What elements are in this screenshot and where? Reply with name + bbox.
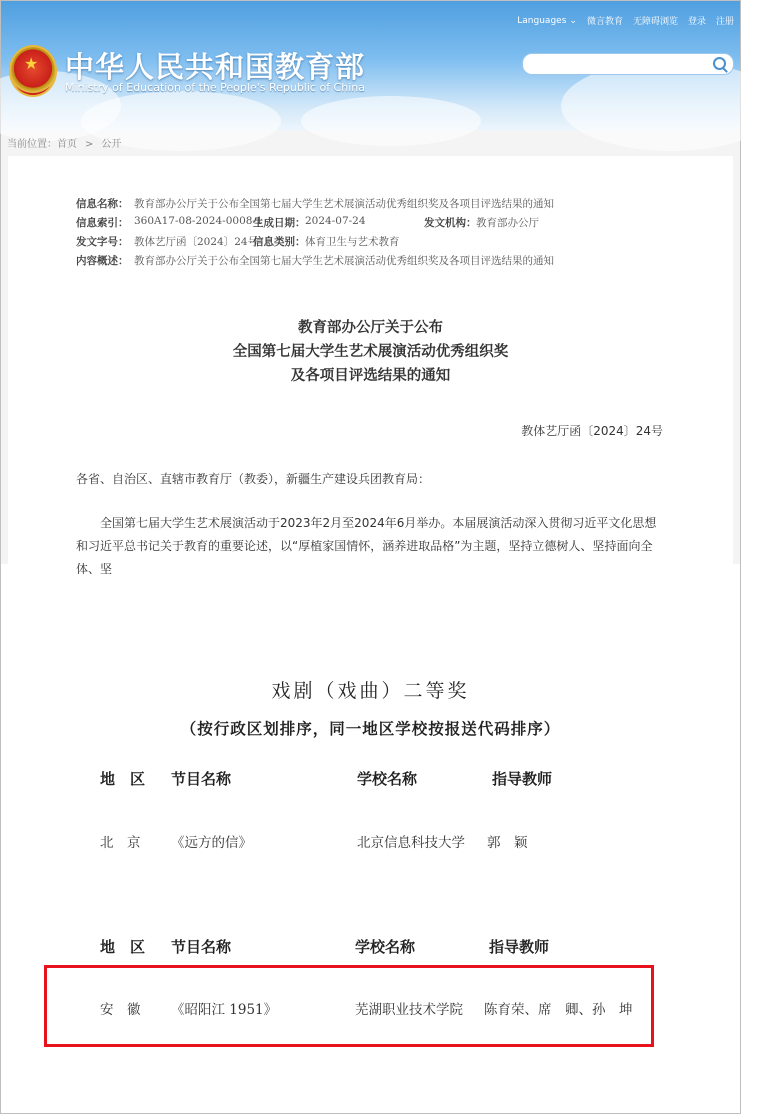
meta-name: 教育部办公厅关于公布全国第七届大学生艺术展演活动优秀组织奖及各项目评选结果的通知	[134, 198, 554, 210]
site-subtitle: Ministry of Education of the People's Republic of China	[65, 81, 365, 94]
site-header	[1, 1, 740, 131]
national-emblem-icon: ★	[9, 45, 57, 97]
weiyan-link[interactable]: 微言教育	[586, 17, 623, 27]
table-header: 地 区 节目名称 学校名称 指导教师	[100, 938, 550, 956]
search-input[interactable]	[522, 53, 734, 75]
meta-date: 2024-07-24	[305, 215, 366, 227]
award-title: 戏剧（戏曲）二等奖	[271, 680, 470, 702]
top-links	[517, 14, 734, 27]
body-paragraph: 全国第七届大学生艺术展演活动于2023年2月至2024年6月举办。本届展演活动深入贯彻习近平文化思想和习近平总书记关于教育的重要论述，以“厚植家国情怀，涵养进取品格”为主题，坚持立德树人、坚持面向全体、坚	[76, 516, 657, 576]
breadcrumb-current[interactable]: 公开	[101, 139, 122, 150]
register-link[interactable]: 注册	[715, 17, 734, 27]
table-row: 安 徽 《昭阳江 1951》 芜湖职业技术学院 陈育荣、席 卿、孙 坤	[100, 1002, 633, 1018]
document-meta: 信息名称： 教育部办公厅关于公布全国第七届大学生艺术展演活动优秀组织奖及各项目评选结果的通知 信息索引： 360A17-08-2024-0008-1 生成日期： 2024-07-24 发文机构： 教育部办公厅 发文字号： 教体艺厅函〔2024〕24号 信息类别： 体育卫生与艺术教育 内容概述： 教育部办公厅关于公布全国第七届大学生艺术展演活动优秀组织奖及各项目评选结果的通知	[76, 196, 560, 272]
document-body	[8, 156, 733, 576]
meta-category: 体育卫生与艺术教育	[305, 236, 400, 248]
accessibility-link[interactable]: 无障碍浏览	[632, 17, 678, 27]
highlight-box	[44, 965, 654, 1047]
chevron-right-icon: >	[85, 139, 94, 150]
meta-index: 360A17-08-2024-0008-1	[134, 215, 263, 227]
meta-org: 教育部办公厅	[476, 217, 539, 229]
addressee: 各省、自治区、直辖市教育厅（教委），新疆生产建设兵团教育局：	[76, 472, 431, 486]
chevron-down-icon: ⌄	[569, 15, 577, 26]
languages-link[interactable]: Languages ⌄	[517, 15, 577, 26]
meta-summary: 教育部办公厅关于公布全国第七届大学生艺术展演活动优秀组织奖及各项目评选结果的通知	[134, 255, 554, 267]
table-row: 北 京 《远方的信》 北京信息科技大学 郭 颖	[100, 835, 528, 851]
meta-docno: 教体艺厅函〔2024〕24号	[134, 236, 259, 248]
login-link[interactable]: 登录	[687, 17, 706, 27]
site-title: 中华人民共和国教育部	[65, 50, 366, 84]
award-subtitle: （按行政区划排序，同一地区学校按报送代码排序）	[180, 719, 561, 738]
search-icon[interactable]	[713, 57, 726, 70]
breadcrumb: 当前位置：首页 > 公开	[7, 139, 122, 150]
document-number: 教体艺厅函〔2024〕24号	[521, 424, 663, 438]
breadcrumb-home[interactable]: 首页	[57, 139, 77, 150]
website-screenshot	[1, 1, 740, 576]
document-title: 教育部办公厅关于公布 全国第七届大学生艺术展演活动优秀组织奖 及各项目评选结果的通知	[232, 320, 509, 384]
table-header: 地 区 节目名称 学校名称 指导教师	[100, 770, 553, 788]
